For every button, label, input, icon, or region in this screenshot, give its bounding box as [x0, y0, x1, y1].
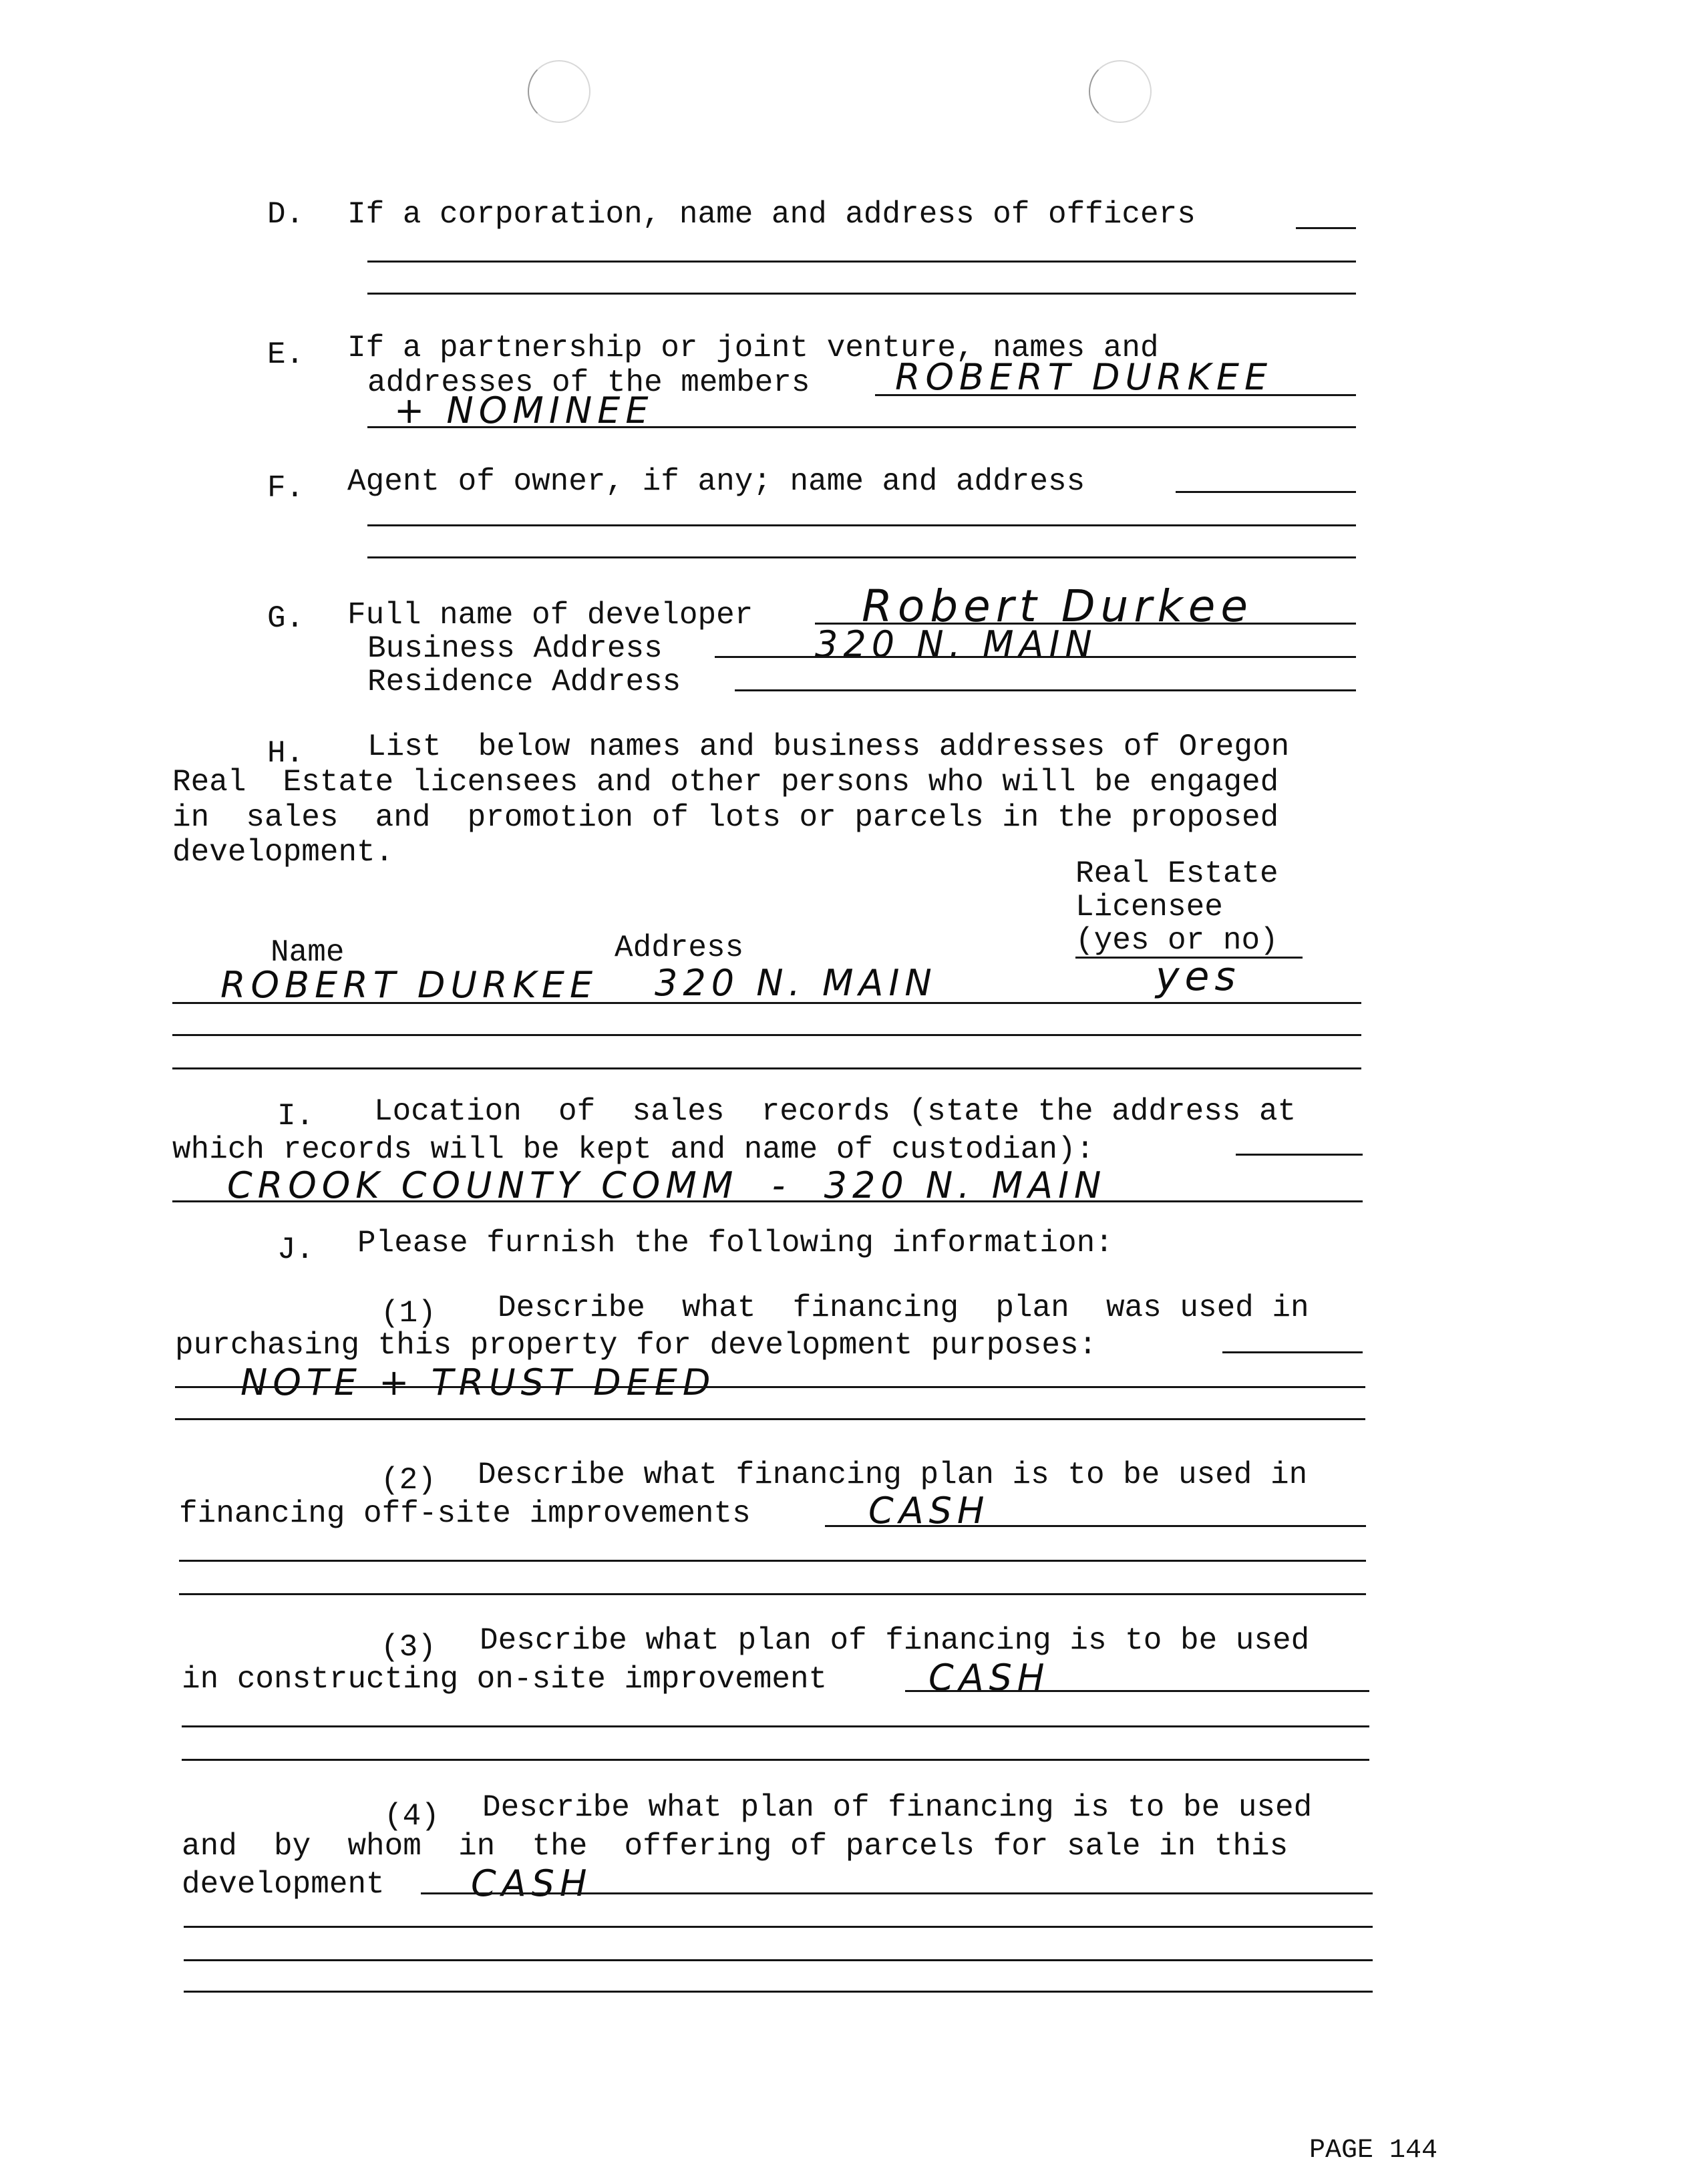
j2-number: (2) [381, 1463, 436, 1498]
j4-line-3: development [182, 1867, 385, 1902]
business-address-label: Business Address [367, 631, 663, 666]
j4-line-1: Describe what plan of financing is to be used [482, 1790, 1313, 1825]
section-h-letter: H. [267, 736, 305, 771]
table-row-licensee: yes [1156, 953, 1241, 1000]
licensee-header-2: Licensee [1075, 890, 1223, 925]
j4-answer-line-3 [184, 1959, 1373, 1961]
punch-hole-left [528, 60, 590, 123]
table-row-name: ROBERT DURKEE [220, 964, 599, 1006]
section-f-answer-line-3 [367, 556, 1356, 558]
section-h-line-1: List below names and business addresses of Oregon [367, 729, 1290, 764]
j2-line-2: financing off-site improvements [179, 1496, 751, 1531]
j3-line-2: in constructing on-site improvement [182, 1662, 828, 1697]
j1-number: (1) [381, 1296, 436, 1331]
name-column-header: Name [271, 935, 345, 970]
residence-address-label: Residence Address [367, 665, 681, 699]
section-f-letter: F. [267, 471, 305, 506]
business-address-value: 320 N. MAIN [815, 623, 1097, 665]
section-d-answer-line-3 [367, 293, 1356, 295]
j3-answer-line-1 [905, 1690, 1369, 1692]
j4-answer-line-2 [184, 1926, 1373, 1928]
section-i-line-2: which records will be kept and name of custodian): [172, 1132, 1095, 1167]
punch-hole-right [1089, 60, 1152, 123]
section-g-letter: G. [267, 601, 305, 636]
table-row-address: 320 N. MAIN [655, 962, 937, 1004]
table-row-line-1 [172, 1002, 1361, 1004]
section-h-line-4: development. [172, 835, 394, 870]
page-number: PAGE 144 [1309, 2136, 1438, 2166]
section-i-answer: CROOK COUNTY COMM - 320 N. MAIN [227, 1164, 1107, 1206]
j1-answer-line-3 [175, 1418, 1365, 1420]
section-h-line-2: Real Estate licensees and other persons who will be engaged [172, 765, 1279, 800]
j4-number: (4) [384, 1799, 440, 1834]
section-j-intro: Please furnish the following information: [357, 1226, 1114, 1261]
section-e-line-2: addresses of the members [367, 365, 810, 400]
j1-line-2: purchasing this property for development purposes: [175, 1328, 1097, 1363]
j2-answer-line-1 [825, 1525, 1366, 1527]
j3-answer-line-2 [182, 1725, 1369, 1727]
section-i-letter: I. [277, 1099, 315, 1134]
j2-line-1: Describe what financing plan is to be used in [478, 1458, 1308, 1492]
j4-answer: CASH [471, 1862, 592, 1904]
section-e-letter: E. [267, 337, 305, 372]
residence-address-line [735, 689, 1356, 691]
section-e-answer-1: ROBERT DURKEE [895, 356, 1273, 398]
section-e-answer-line-2 [367, 426, 1356, 428]
section-i-answer-line-1 [1236, 1154, 1363, 1156]
section-e-line-1: If a partnership or joint venture, names and [347, 331, 1159, 365]
j3-line-1: Describe what plan of financing is to be used [480, 1623, 1310, 1658]
section-j-letter: J. [277, 1232, 315, 1267]
j2-answer-line-3 [179, 1593, 1366, 1595]
j1-line-1: Describe what financing plan was used in [498, 1291, 1309, 1325]
table-row-line-3 [172, 1067, 1361, 1069]
section-d-answer-line-1 [1296, 227, 1356, 229]
j4-line-2: and by whom in the offering of parcels for sale in this [182, 1829, 1289, 1864]
section-f-label: Agent of owner, if any; name and address [347, 464, 1085, 499]
j1-answer-line-1 [1222, 1351, 1363, 1353]
licensee-header-3: (yes or no) [1075, 923, 1278, 958]
licensee-header-1: Real Estate [1075, 856, 1278, 891]
section-e-answer-line-1 [875, 394, 1356, 396]
j1-answer-line-2 [175, 1386, 1365, 1388]
section-f-answer-line-1 [1176, 491, 1356, 493]
section-h-line-3: in sales and promotion of lots or parcels in the proposed [172, 800, 1279, 835]
j2-answer-line-2 [179, 1560, 1366, 1562]
table-row-line-2 [172, 1034, 1361, 1036]
developer-name-value: Robert Durkee [862, 580, 1253, 632]
address-column-header: Address [615, 931, 744, 965]
section-d-label: If a corporation, name and address of officers [347, 197, 1196, 232]
section-i-line-1: Location of sales records (state the address at [374, 1094, 1297, 1129]
section-d-letter: D. [267, 197, 305, 232]
section-f-answer-line-2 [367, 524, 1356, 526]
j3-answer: CASH [928, 1657, 1050, 1699]
section-i-answer-line-2 [172, 1200, 1363, 1202]
section-d-answer-line-2 [367, 261, 1356, 263]
j3-number: (3) [381, 1630, 436, 1665]
business-address-line [715, 656, 1356, 658]
j2-answer: CASH [868, 1490, 990, 1532]
j4-answer-line-1 [421, 1892, 1373, 1894]
developer-name-label: Full name of developer [347, 598, 753, 633]
section-e-answer-2: + NOMINEE [394, 389, 654, 432]
j1-answer: NOTE + TRUST DEED [240, 1361, 716, 1403]
j3-answer-line-3 [182, 1759, 1369, 1761]
j4-answer-line-4 [184, 1991, 1373, 1993]
